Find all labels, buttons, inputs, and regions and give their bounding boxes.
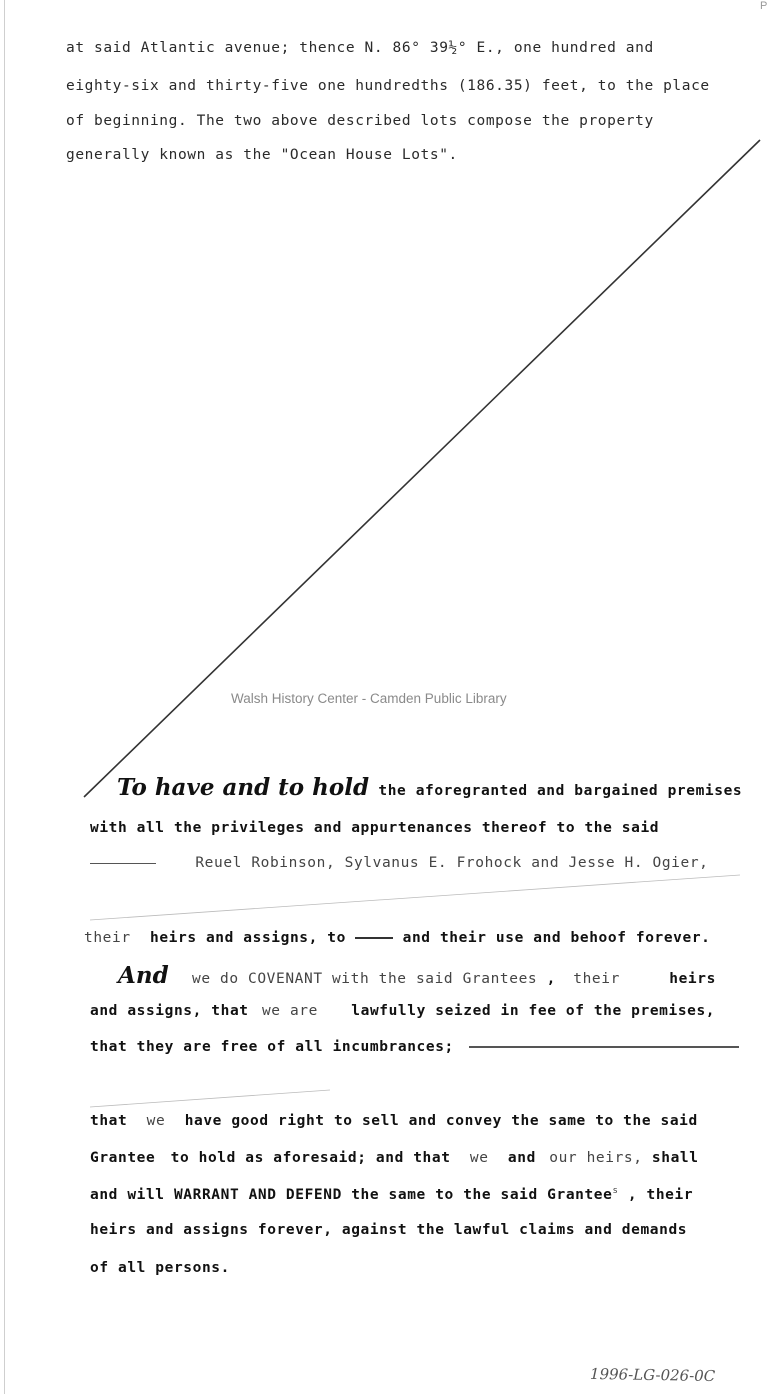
covenant-that: that [90, 1113, 128, 1129]
covenant-line-2 [90, 1003, 715, 1019]
covenant-line-1 [118, 962, 716, 989]
covenant-comma: , [546, 971, 556, 987]
covenant-line-5-b: to hold as aforesaid; and that [170, 1150, 451, 1166]
habendum-behoof-text: and their use and behoof forever. [402, 930, 711, 946]
covenant-heirs: heirs [669, 971, 716, 987]
covenant-heading: And [118, 962, 169, 989]
covenant-we-3: we [469, 1150, 489, 1166]
corner-mark: P [760, 0, 768, 12]
habendum-their: their [84, 930, 131, 946]
covenant-line-2-c: lawfully seized in fee of the premises, [351, 1003, 716, 1019]
habendum-line-3 [90, 855, 708, 871]
handwritten-catalog-number: 1996-LG-026-0C [589, 1364, 716, 1386]
grantee-names: Reuel Robinson, Sylvanus E. Frohock and Jesse H. Ogier, [195, 855, 709, 871]
habendum-heading: To have and to hold [117, 774, 370, 801]
covenant-their-2: , their [627, 1186, 694, 1203]
covenant-grantees-text: do COVENANT with the said Grantees [220, 971, 538, 987]
covenant-warrant: and will WARRANT AND DEFEND the same to the said Grantee [90, 1186, 613, 1203]
covenant-grantee: Grantee [90, 1150, 156, 1166]
covenant-line-7: heirs and assigns forever, against the lawful claims and demands [90, 1222, 688, 1238]
struck-out-rule [469, 1046, 739, 1048]
habendum-heirs-text: heirs and assigns, to [150, 930, 346, 946]
covenant-shall: shall [651, 1150, 699, 1166]
covenant-we-are: we are [261, 1003, 318, 1019]
blank-rule [90, 863, 156, 864]
blank-rule [355, 937, 393, 939]
habendum-line-4 [84, 930, 711, 946]
covenant-their: their [573, 971, 620, 987]
habendum-line-1 [117, 774, 742, 801]
covenant-line-2-a: and assigns, that [90, 1003, 249, 1019]
covenant-line-5 [90, 1150, 699, 1166]
paragraph-line-3: of beginning. The two above described lots compose the property [66, 113, 654, 129]
paragraph-line-1: at said Atlantic avenue; thence N. 86° 39½° E., one hundred and [66, 40, 654, 56]
paragraph-line-4: generally known as the "Ocean House Lots". [66, 147, 458, 163]
paragraph-line-2: eighty-six and thirty-five one hundredths (186.35) feet, to the place [66, 78, 710, 94]
covenant-incumbrances: that they are free of all incumbrances; [90, 1039, 454, 1055]
covenant-we-2: we [146, 1113, 166, 1129]
covenant-line-6 [90, 1186, 693, 1203]
covenant-plural-s: s [612, 1186, 619, 1196]
covenant-line-4-c: have good right to sell and convey the same to the said [184, 1113, 698, 1129]
covenant-line-4 [90, 1113, 698, 1129]
library-watermark: Walsh History Center - Camden Public Library [231, 691, 507, 706]
habendum-line-1-text: the aforegranted and bargained premises [378, 783, 743, 799]
covenant-and: and [507, 1150, 536, 1166]
covenant-we: we [192, 971, 211, 987]
habendum-line-2: with all the privileges and appurtenances thereof to the said [90, 820, 660, 836]
covenant-line-8: of all persons. [90, 1260, 230, 1276]
covenant-our-heirs: our heirs, [549, 1150, 643, 1166]
covenant-line-3 [90, 1039, 739, 1055]
